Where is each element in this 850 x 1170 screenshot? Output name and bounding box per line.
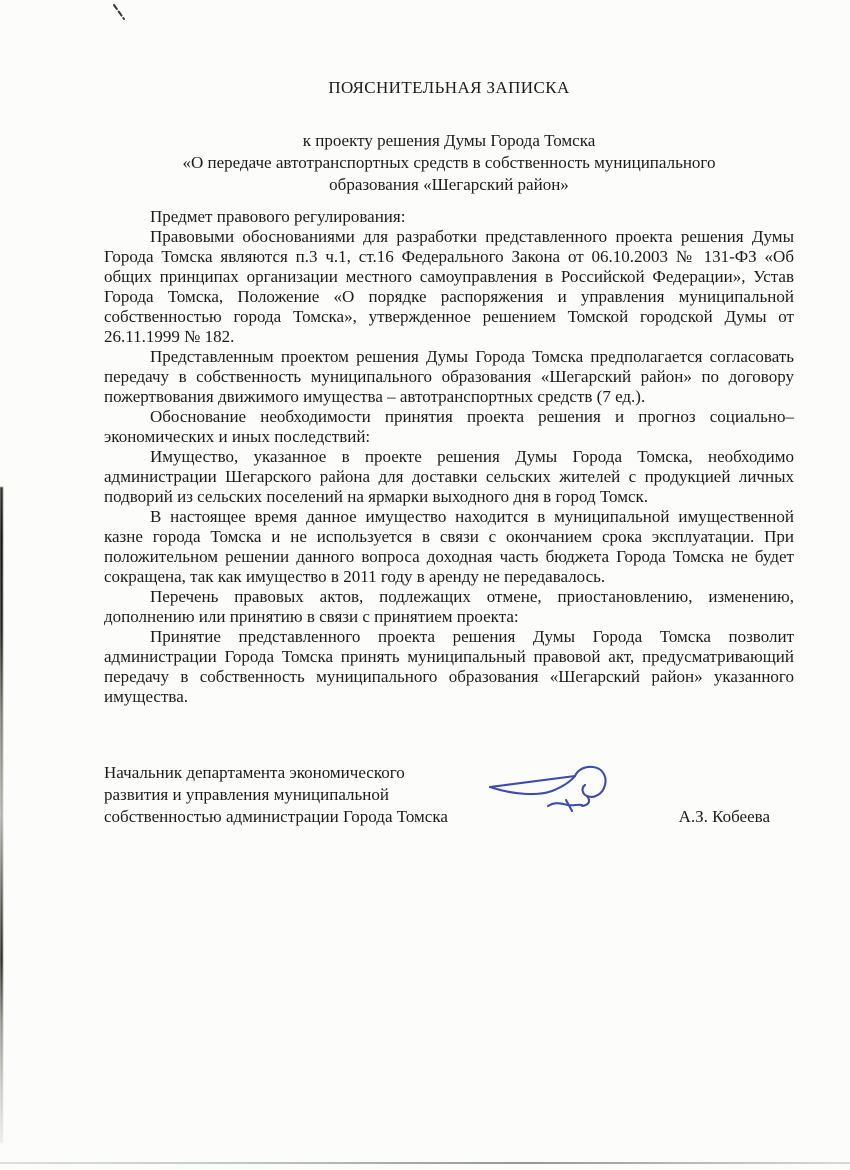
signatory-position-line: развития и управления муниципальной bbox=[104, 785, 389, 804]
document-content bbox=[104, 78, 794, 707]
subtitle-line: «О передаче автотранспортных средств в собственность муниципального bbox=[182, 153, 716, 172]
document-subtitle bbox=[104, 130, 794, 196]
paragraph: Принятие представленного проекта решения Думы Города Томска позволит администрации Города Томска принять муниципальный правовой акт, предусматривающий передачу в собственность муниципального образования «Шегарский район» указанного имущества. bbox=[104, 627, 794, 706]
subtitle-line: к проекту решения Думы Города Томска bbox=[302, 131, 596, 150]
paragraph: В настоящее время данное имущество находится в муниципальной имущественной казне города Томска и не используется в связи с окончанием срока эксплуатации. При положительном решении данного вопроса доходная часть бюджета Города Томска не будет сокращена, так как имущество в 2011 году в аренду не передавалось. bbox=[104, 507, 794, 586]
scan-edge-artifact bbox=[0, 487, 3, 1143]
paragraph: Имущество, указанное в проекте решения Думы Города Томска, необходимо администрации Шегарского района для доставки сельских жителей с продукцией личных подворий из сельских поселений на ярмарки выходного дня в город Томск. bbox=[104, 447, 794, 506]
signature-block bbox=[104, 762, 794, 828]
pen-mark bbox=[111, 3, 129, 23]
signatory-position-line: Начальник департамента экономического bbox=[104, 763, 405, 782]
paragraph: Перечень правовых актов, подлежащих отмене, приостановлению, изменению, дополнению или принятию в связи с принятием проекта: bbox=[104, 587, 794, 626]
signatory-name: А.З. Кобеева bbox=[678, 807, 770, 826]
signatory-position-line: собственностью администрации Города Томска bbox=[104, 807, 448, 826]
paragraph: Обоснование необходимости принятия проекта решения и прогноз социально–экономических и иных последствий: bbox=[104, 407, 794, 446]
paragraph: Правовыми обоснованиями для разработки представленного проекта решения Думы Города Томска являются п.3 ч.1, ст.16 Федерального Закона от 06.10.2003 № 131-ФЗ «Об общих принципах организации местного самоуправления в Российской Федерации», Устав Города Томска, Положение «О порядке распоряжения и управления муниципальной собственностью города Томска», утвержденное решением Томской городской Думы от 26.11.1999 № 182. bbox=[104, 227, 794, 346]
paragraph: Представленным проектом решения Думы Города Томска предполагается согласовать передачу в собственность муниципального образования «Шегарский район» по договору пожертвования движимого имущества – автотранспортных средств (7 ед.). bbox=[104, 347, 794, 406]
signatory-position bbox=[104, 762, 448, 828]
subtitle-line: образования «Шегарский район» bbox=[329, 175, 569, 194]
document-body bbox=[104, 207, 794, 707]
paragraph: Предмет правового регулирования: bbox=[150, 207, 406, 226]
scan-bottom-edge-line bbox=[0, 1162, 850, 1164]
document-title: ПОЯСНИТЕЛЬНАЯ ЗАПИСКА bbox=[328, 78, 570, 97]
